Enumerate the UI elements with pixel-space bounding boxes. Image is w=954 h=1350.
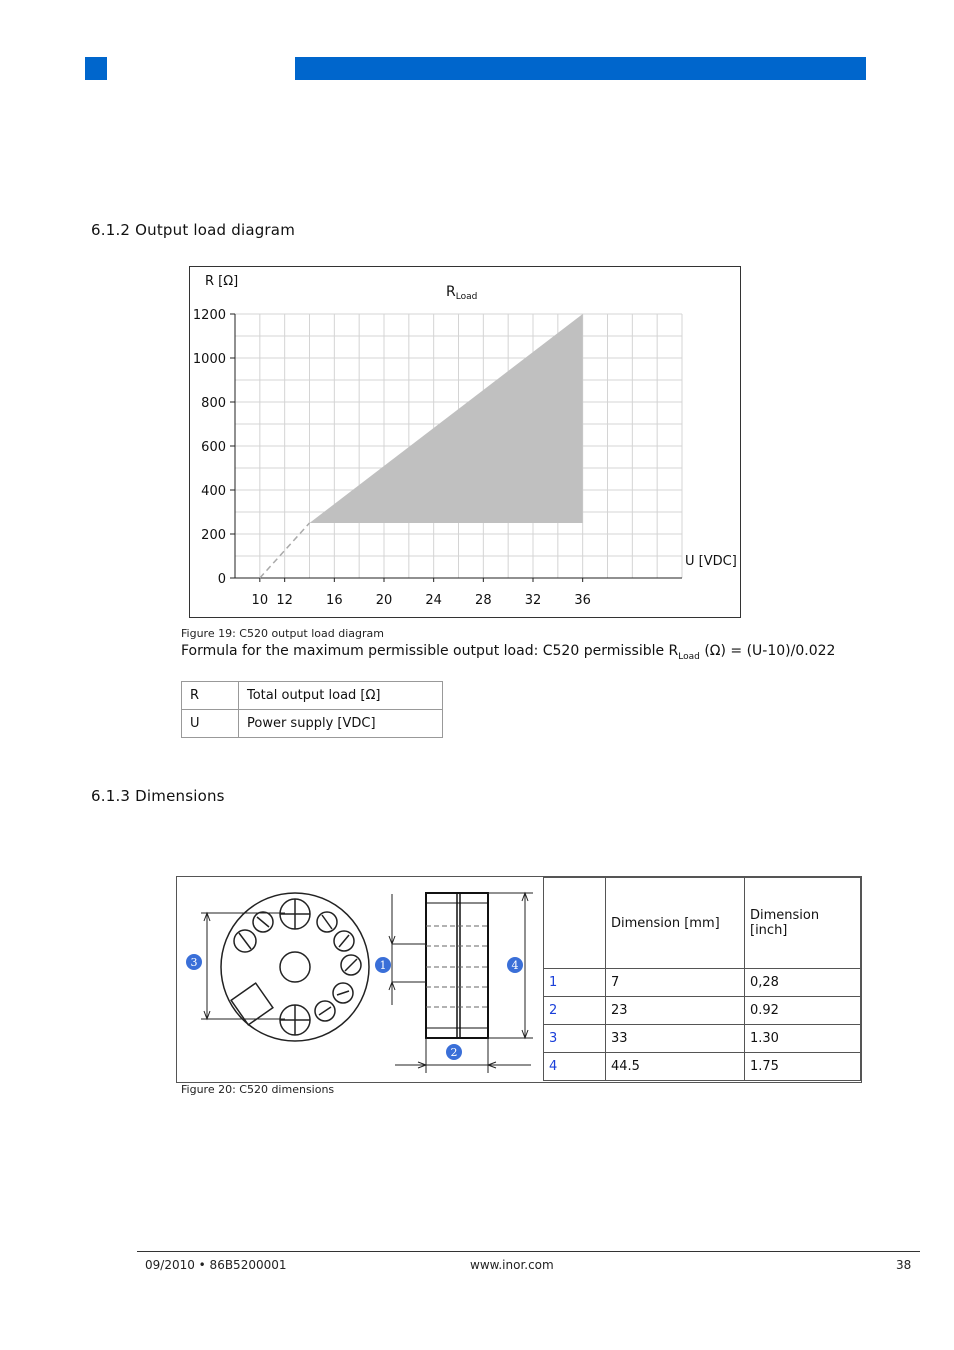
- table-row: [544, 1053, 861, 1081]
- y-tick-label: 1000: [192, 352, 226, 367]
- permissible-load-region: [310, 314, 583, 523]
- mm-cell: 44.5: [606, 1053, 745, 1081]
- table-row: [544, 1025, 861, 1053]
- header-inch-cell: Dimension [inch]: [745, 878, 861, 969]
- inch-cell: 1.75: [745, 1053, 861, 1081]
- dimensions-figure: [176, 876, 862, 1083]
- footer-doc-id: 09/2010 • 86B5200001: [145, 1258, 287, 1272]
- description-cell: Power supply [VDC]: [239, 710, 443, 738]
- x-tick-label: 20: [375, 593, 393, 608]
- figure-19-caption: Figure 19: C520 output load diagram: [181, 627, 384, 640]
- table-header-row: [544, 878, 861, 969]
- x-axis-title: U [VDC]: [685, 554, 737, 569]
- chart-title: $R_{Load}$: [446, 284, 478, 302]
- x-tick-label: 10: [251, 593, 269, 608]
- load-formula: [181, 643, 835, 662]
- ref-cell: 4: [544, 1053, 606, 1081]
- footer-divider: [137, 1251, 920, 1252]
- formula-text: Formula for the maximum permissible output load: C520 permissible R: [181, 643, 679, 659]
- mm-cell: 33: [606, 1025, 745, 1053]
- section-heading-output-load: 6.1.2 Output load diagram: [91, 221, 296, 239]
- footer-website-link[interactable]: www.inor.com: [470, 1258, 554, 1272]
- inch-cell: 1.30: [745, 1025, 861, 1053]
- ref-cell: 3: [544, 1025, 606, 1053]
- marker-3-label: 3: [190, 956, 198, 969]
- marker-2-label: 2: [450, 1046, 458, 1059]
- x-tick-label: 32: [524, 593, 542, 608]
- y-axis-title: R [Ω]: [205, 274, 239, 289]
- dimension-drawing: [177, 877, 543, 1082]
- header-mm-cell: Dimension [mm]: [606, 878, 745, 969]
- y-tick-label: 600: [201, 440, 226, 455]
- formula-expression: (Ω) = (U-10)/0.022: [699, 643, 836, 659]
- ref-cell: 2: [544, 997, 606, 1025]
- formula-subscript: Load: [678, 651, 700, 662]
- y-tick-label: 800: [201, 396, 226, 411]
- header-accent-square: [85, 57, 107, 80]
- chart-title-subscript: Load: [455, 292, 478, 302]
- ref-cell: 1: [544, 969, 606, 997]
- mm-cell: 23: [606, 997, 745, 1025]
- table-row: [544, 969, 861, 997]
- header-accent-bar: [295, 57, 866, 80]
- table-row: [544, 997, 861, 1025]
- inch-cell: 0.92: [745, 997, 861, 1025]
- x-tick-label: 24: [425, 593, 442, 608]
- center-hole: [280, 952, 310, 982]
- symbol-cell: U: [182, 710, 239, 738]
- symbol-cell: R: [182, 682, 239, 710]
- inch-cell: 0,28: [745, 969, 861, 997]
- output-load-chart-svg: [190, 267, 740, 617]
- output-load-chart: [189, 266, 741, 618]
- header-ref-cell: [544, 878, 606, 969]
- x-tick-label: 36: [574, 593, 591, 608]
- x-tick-label: 12: [276, 593, 293, 608]
- figure-20-caption: Figure 20: C520 dimensions: [181, 1083, 335, 1096]
- y-tick-label: 400: [201, 484, 226, 499]
- dimension-table: [543, 877, 861, 1081]
- symbol-legend-table: [181, 681, 443, 738]
- table-row: [182, 682, 443, 710]
- y-tick-label: 200: [201, 528, 226, 543]
- x-tick-label: 28: [475, 593, 492, 608]
- y-tick-label: 1200: [192, 308, 226, 323]
- description-cell: Total output load [Ω]: [239, 682, 443, 710]
- x-tick-label: 16: [326, 593, 343, 608]
- section-heading-dimensions: 6.1.3 Dimensions: [91, 787, 225, 805]
- mm-cell: 7: [606, 969, 745, 997]
- y-tick-label: 0: [217, 572, 226, 587]
- table-row: [182, 710, 443, 738]
- marker-4-label: 4: [511, 959, 519, 972]
- marker-1-label: 1: [379, 959, 387, 972]
- footer-page-number: 38: [896, 1258, 912, 1272]
